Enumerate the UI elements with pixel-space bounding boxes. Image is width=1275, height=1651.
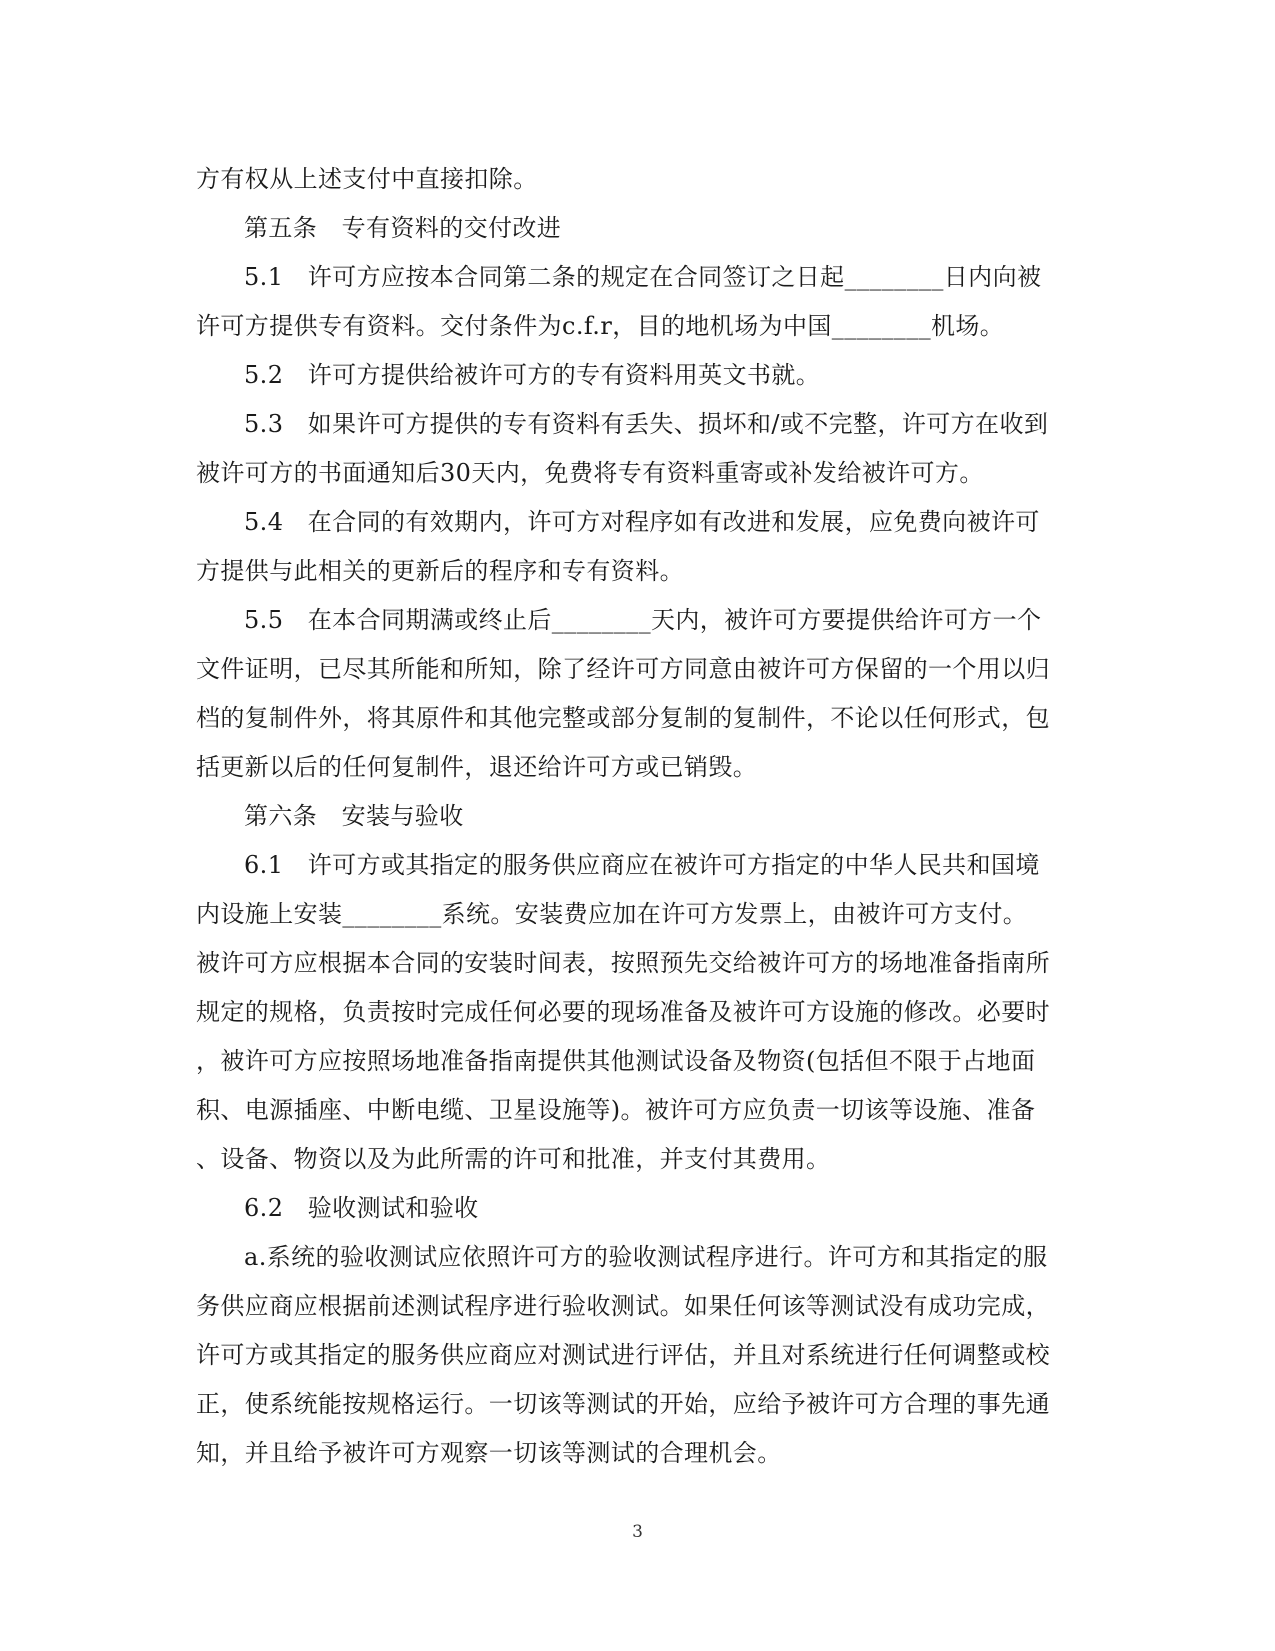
text-line: 5.1 许可方应按本合同第二条的规定在合同签订之日起________日内向被 — [244, 263, 1042, 291]
text-line: 5.3 如果许可方提供的专有资料有丢失、损坏和/或不完整，许可方在收到 — [244, 410, 1049, 438]
document-body — [196, 155, 1076, 1478]
text-line: 档的复制件外，将其原件和其他完整或部分复制的复制件，不论以任何形式，包 — [196, 704, 1050, 732]
section-heading: 第六条 安装与验收 — [244, 802, 464, 830]
text-line: 方有权从上述支付中直接扣除。 — [196, 165, 538, 193]
text-line: 许可方或其指定的服务供应商应对测试进行评估，并且对系统进行任何调整或校 — [196, 1341, 1050, 1369]
text-line: 许可方提供专有资料。交付条件为c.f.r，目的地机场为中国________机场。 — [196, 312, 1005, 340]
text-line: 务供应商应根据前述测试程序进行验收测试。如果任何该等测试没有成功完成， — [196, 1292, 1050, 1320]
text-line: 方提供与此相关的更新后的程序和专有资料。 — [196, 557, 684, 585]
section-heading: 第五条 专有资料的交付改进 — [244, 214, 562, 242]
text-line: a.系统的验收测试应依照许可方的验收测试程序进行。许可方和其指定的服 — [244, 1243, 1048, 1271]
text-line: 、设备、物资以及为此所需的许可和批准，并支付其费用。 — [196, 1145, 831, 1173]
text-line: 正，使系统能按规格运行。一切该等测试的开始，应给予被许可方合理的事先通 — [196, 1390, 1050, 1418]
text-line: 文件证明，已尽其所能和所知，除了经许可方同意由被许可方保留的一个用以归 — [196, 655, 1050, 683]
text-line: 5.5 在本合同期满或终止后________天内，被许可方要提供给许可方一个 — [244, 606, 1042, 634]
text-line: 规定的规格，负责按时完成任何必要的现场准备及被许可方设施的修改。必要时 — [196, 998, 1050, 1026]
text-line: 6.1 许可方或其指定的服务供应商应在被许可方指定的中华人民共和国境 — [244, 851, 1040, 879]
text-line: 被许可方应根据本合同的安装时间表，按照预先交给被许可方的场地准备指南所 — [196, 949, 1050, 977]
text-line: 5.4 在合同的有效期内，许可方对程序如有改进和发展，应免费向被许可 — [244, 508, 1040, 536]
text-line: ，被许可方应按照场地准备指南提供其他测试设备及物资(包括但不限于占地面 — [196, 1047, 1036, 1075]
text-line: 内设施上安装________系统。安装费应加在许可方发票上，由被许可方支付。 — [196, 900, 1028, 928]
text-line: 积、电源插座、中断电缆、卫星设施等)。被许可方应负责一切该等设施、准备 — [196, 1096, 1036, 1124]
text-line: 6.2 验收测试和验收 — [244, 1194, 479, 1222]
text-line: 括更新以后的任何复制件，退还给许可方或已销毁。 — [196, 753, 758, 781]
page-number: 3 — [632, 1522, 643, 1542]
text-line: 被许可方的书面通知后30天内，免费将专有资料重寄或补发给被许可方。 — [196, 459, 984, 487]
text-line: 知，并且给予被许可方观察一切该等测试的合理机会。 — [196, 1439, 782, 1467]
text-line: 5.2 许可方提供给被许可方的专有资料用英文书就。 — [244, 361, 821, 389]
